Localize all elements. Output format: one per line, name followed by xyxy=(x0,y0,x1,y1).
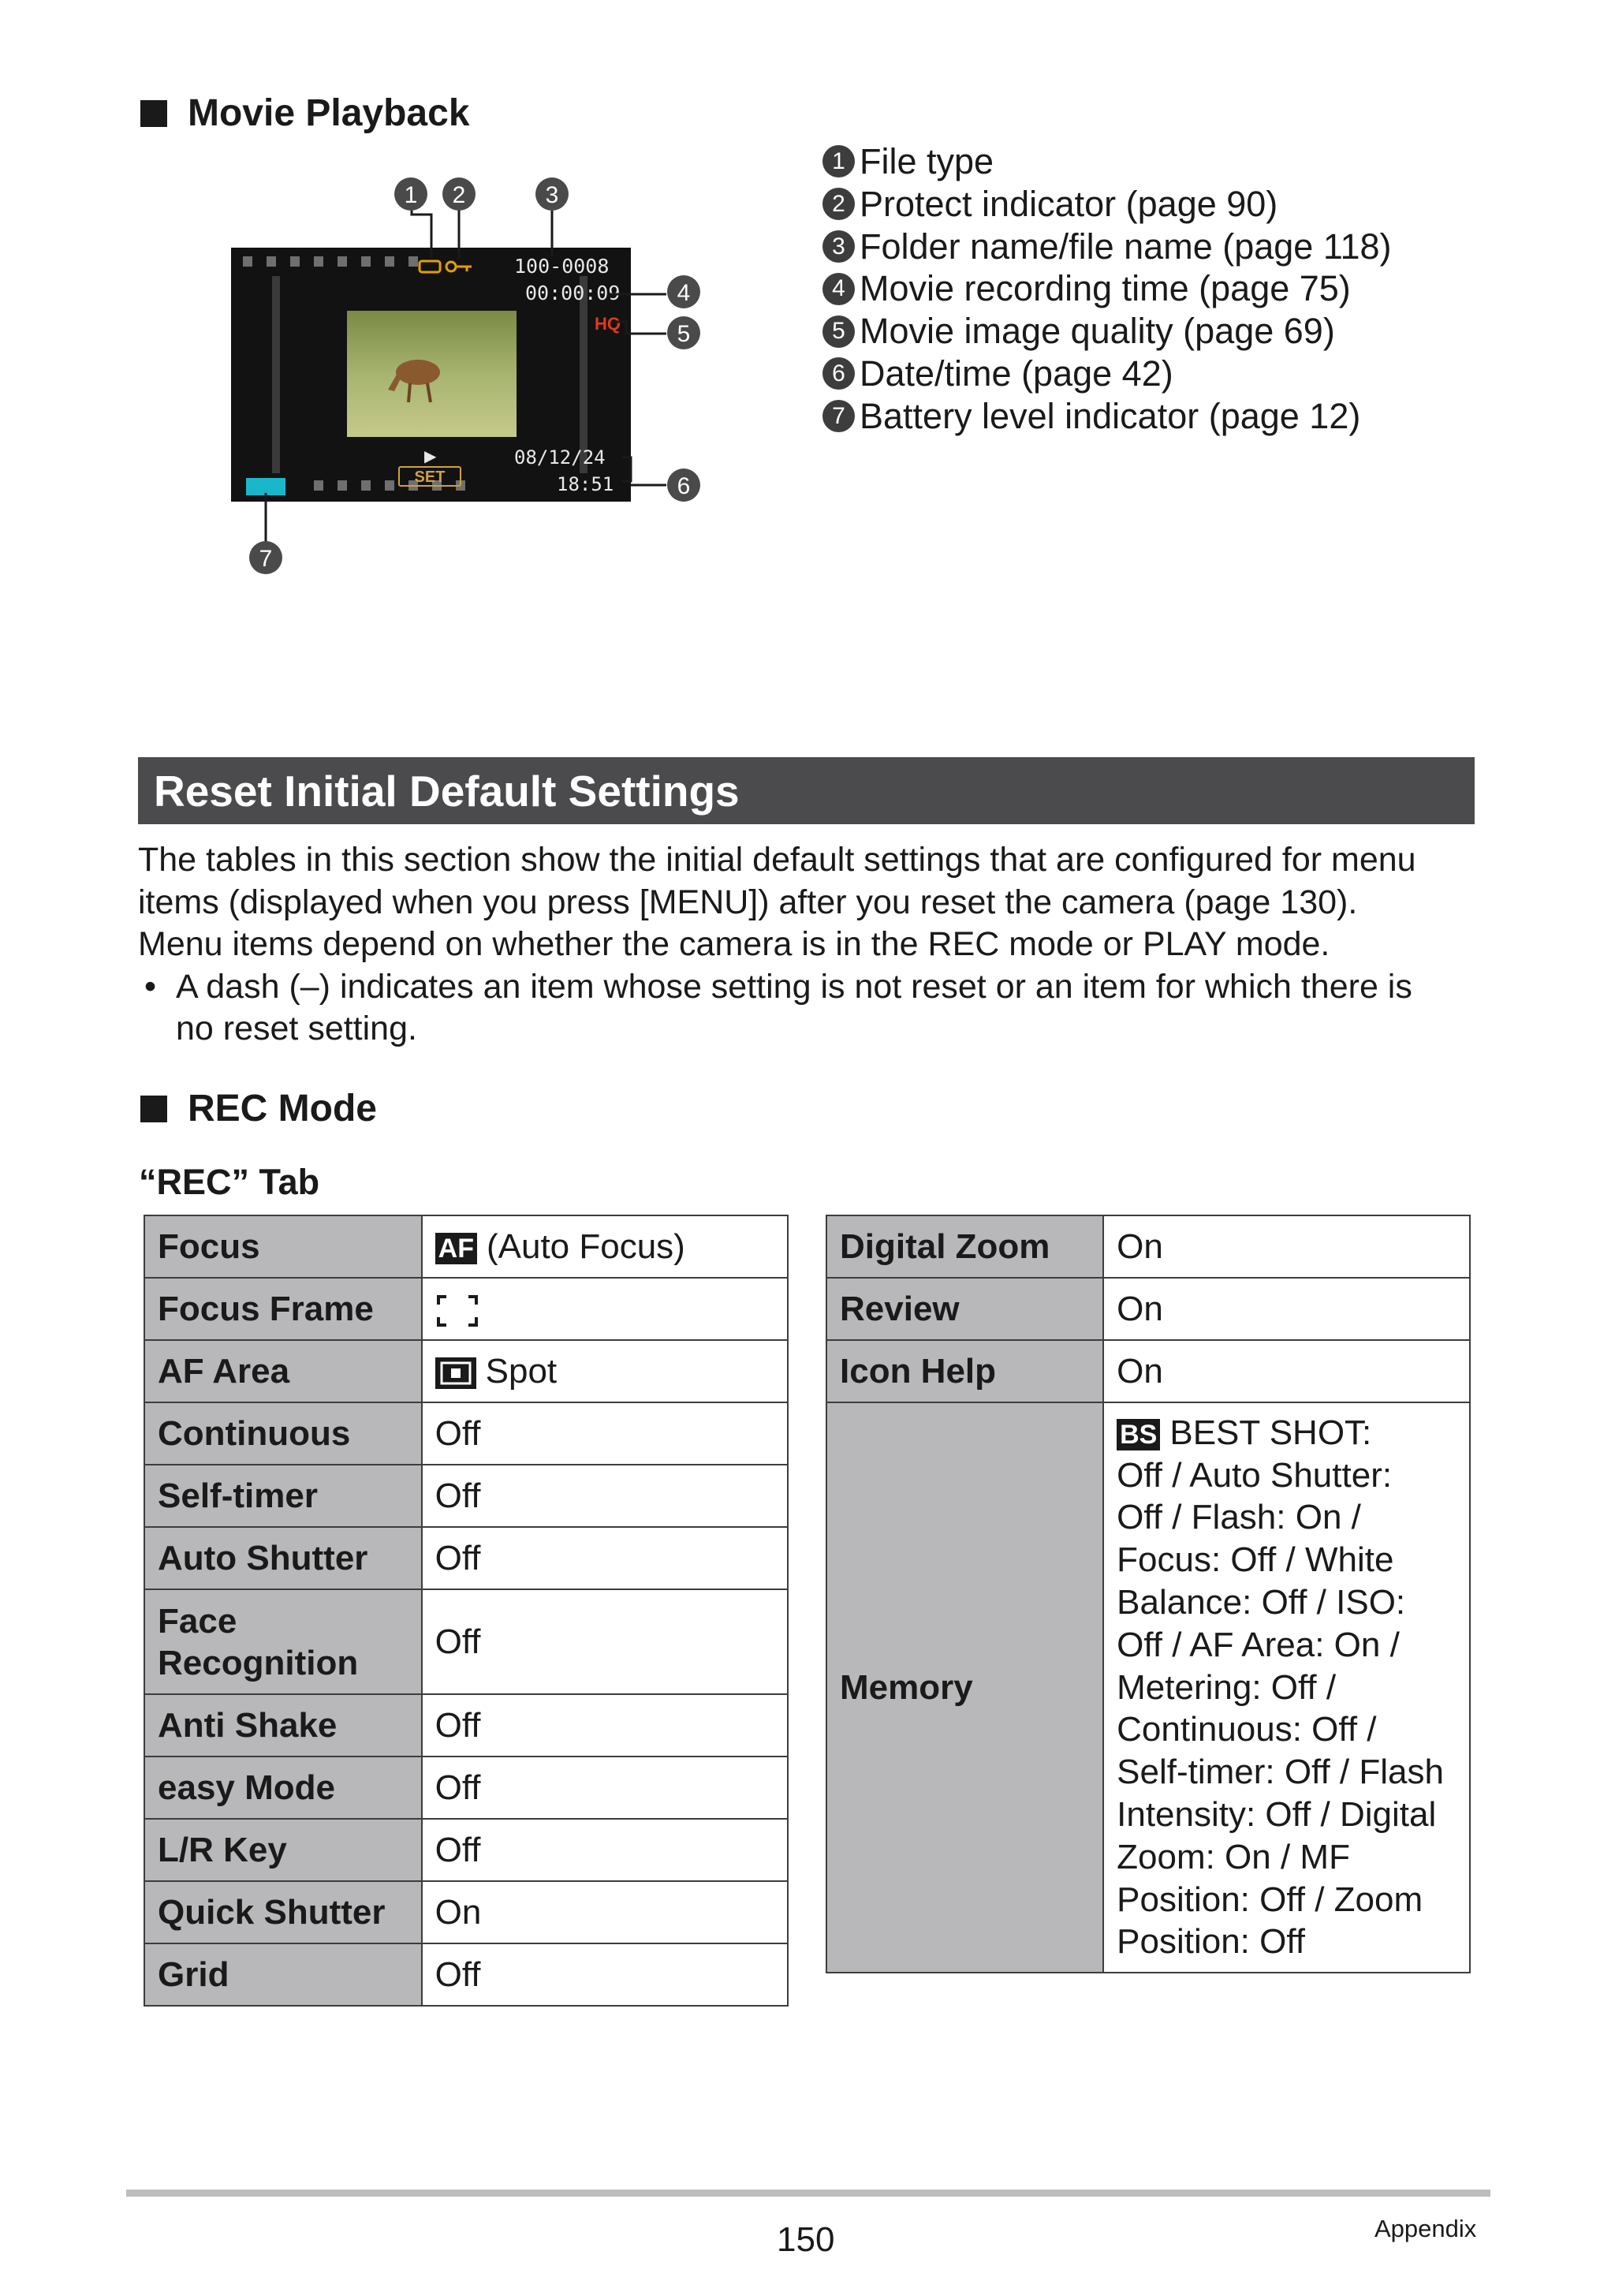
setting-value: On xyxy=(1103,1278,1470,1340)
spot-af-icon xyxy=(435,1357,476,1389)
setting-name: Auto Shutter xyxy=(144,1527,422,1589)
bullet-line: A dash (–) indicates an item whose setting is not reset or an item for which there is xyxy=(176,967,1412,1006)
table-row xyxy=(144,1402,788,1465)
svg-text:7: 7 xyxy=(259,546,273,572)
svg-text:2: 2 xyxy=(452,182,466,208)
setting-value: Off xyxy=(422,1589,788,1694)
setting-name: Anti Shake xyxy=(144,1694,422,1757)
table-row xyxy=(144,1881,788,1943)
best-shot-icon: BS xyxy=(1117,1419,1160,1450)
focus-frame-icon xyxy=(435,1294,479,1328)
callout-item xyxy=(822,140,1392,183)
table-row xyxy=(144,1819,788,1881)
setting-name: Grid xyxy=(144,1943,422,2006)
callout-label: Protect indicator (page 90) xyxy=(860,183,1278,224)
callout-label: Folder name/file name (page 118) xyxy=(860,226,1392,267)
setting-value: Off xyxy=(422,1465,788,1527)
rec-mode-heading: REC Mode xyxy=(140,1087,377,1130)
film-strip-divider-left xyxy=(272,276,280,473)
bullet-symbol: • xyxy=(144,967,157,1006)
callout-label: Date/time (page 42) xyxy=(860,353,1173,394)
table-row xyxy=(144,1465,788,1527)
callout-item xyxy=(822,395,1392,438)
screen-folder-file-name: 100-0008 xyxy=(514,255,610,278)
setting-name: Memory xyxy=(826,1402,1103,1973)
setting-value xyxy=(422,1278,788,1340)
table-row xyxy=(826,1402,1470,1973)
callout-item xyxy=(822,353,1392,395)
note-bullet xyxy=(138,966,1479,1051)
svg-text:5: 5 xyxy=(677,321,691,347)
footer-divider xyxy=(126,2190,1490,2197)
svg-text:4: 4 xyxy=(677,280,691,306)
callout-label: Movie recording time (page 75) xyxy=(860,268,1351,309)
auto-focus-icon: AF xyxy=(435,1233,477,1264)
setting-value: Off xyxy=(422,1402,788,1465)
setting-value: On xyxy=(422,1881,788,1943)
rec-settings-table-right xyxy=(826,1215,1471,1973)
callout-item xyxy=(822,183,1392,226)
section-label: Appendix xyxy=(1374,2215,1477,2242)
callout-legend xyxy=(822,140,1392,438)
rec-settings-table-left xyxy=(144,1215,789,2007)
rec-tab-title: “REC” Tab xyxy=(139,1162,320,1202)
callout-item xyxy=(822,226,1392,268)
movie-playback-heading: Movie Playback xyxy=(140,91,470,135)
setting-value: Spot xyxy=(422,1340,788,1402)
setting-name: Self-timer xyxy=(144,1465,422,1527)
callout-number: 2 xyxy=(822,188,855,220)
screen-date: 08/12/24 xyxy=(514,446,606,469)
intro-line: The tables in this section show the initial default settings that are configured for menu xyxy=(138,841,1416,879)
setting-name: L/R Key xyxy=(144,1819,422,1881)
screen-set-label: SET xyxy=(414,469,446,486)
setting-name: AF Area xyxy=(144,1340,422,1402)
setting-name: easy Mode xyxy=(144,1757,422,1819)
setting-name: Quick Shutter xyxy=(144,1881,422,1943)
table-row xyxy=(144,1340,788,1402)
movie-playback-screen-illustration xyxy=(221,166,718,584)
table-row xyxy=(826,1278,1470,1340)
intro-text xyxy=(138,839,1479,1051)
section-title: Reset Initial Default Settings xyxy=(154,766,740,816)
table-row xyxy=(144,1278,788,1340)
square-bullet-icon xyxy=(140,1096,167,1122)
setting-value: Off xyxy=(422,1757,788,1819)
callout-item xyxy=(822,267,1392,310)
svg-text:6: 6 xyxy=(677,473,691,499)
square-bullet-icon xyxy=(140,100,167,127)
screen-recording-time: 00:00:09 xyxy=(525,282,621,304)
table-row xyxy=(144,1943,788,2006)
setting-value: Off xyxy=(422,1527,788,1589)
setting-value: Off xyxy=(422,1819,788,1881)
setting-name: Digital Zoom xyxy=(826,1215,1103,1278)
table-row xyxy=(144,1757,788,1819)
screen-play-icon: ▶ xyxy=(424,446,437,465)
table-row xyxy=(826,1340,1470,1402)
setting-value: On xyxy=(1103,1215,1470,1278)
setting-value: On xyxy=(1103,1340,1470,1402)
reset-settings-banner xyxy=(138,757,1475,824)
intro-line: items (displayed when you press [MENU]) after you reset the camera (page 130). xyxy=(138,883,1358,921)
svg-text:1: 1 xyxy=(404,182,418,208)
callout-number: 1 xyxy=(822,145,855,177)
callout-item xyxy=(822,310,1392,353)
setting-value: AF (Auto Focus) xyxy=(422,1215,788,1278)
bullet-line: no reset setting. xyxy=(176,1010,417,1048)
table-row xyxy=(826,1215,1470,1278)
setting-name: Review xyxy=(826,1278,1103,1340)
setting-value: Off xyxy=(422,1694,788,1757)
setting-name: Icon Help xyxy=(826,1340,1103,1402)
table-row xyxy=(144,1215,788,1278)
callout-label: File type xyxy=(860,141,994,181)
table-row xyxy=(144,1694,788,1757)
svg-text:3: 3 xyxy=(545,182,559,208)
callout-number: 6 xyxy=(822,357,855,390)
setting-name: Focus xyxy=(144,1215,422,1278)
callout-number: 5 xyxy=(822,315,855,348)
callout-label: Movie image quality (page 69) xyxy=(860,311,1335,352)
table-row xyxy=(144,1527,788,1589)
callout-label: Battery level indicator (page 12) xyxy=(860,395,1361,436)
setting-name: Continuous xyxy=(144,1402,422,1465)
screen-quality-indicator: HQ xyxy=(595,314,621,334)
callout-number: 7 xyxy=(822,400,855,432)
table-row xyxy=(144,1589,788,1694)
page-number: 150 xyxy=(777,2220,835,2259)
setting-name: Focus Frame xyxy=(144,1278,422,1340)
setting-value: Off xyxy=(422,1943,788,2006)
screen-time: 18:51 xyxy=(557,473,614,495)
battery-level-icon xyxy=(246,478,285,495)
callout-number: 4 xyxy=(822,273,855,305)
callout-number: 3 xyxy=(822,230,855,263)
film-strip-divider-right xyxy=(580,276,587,473)
memory-setting-value: BS BEST SHOT: Off / Auto Shutter: Off / Flash: On / Focus: Off / White Balance: Off / ISO: Off / AF Area: On / Metering: Off / Continuous: Off / Self-timer: Off / Flash Intensity: Off / Digital Zoom: On / MF Position: Off / Zoom Position: Off xyxy=(1103,1402,1470,1973)
setting-name: Face Recognition xyxy=(144,1589,422,1694)
intro-line: Menu items depend on whether the camera is in the REC mode or PLAY mode. xyxy=(138,925,1330,964)
